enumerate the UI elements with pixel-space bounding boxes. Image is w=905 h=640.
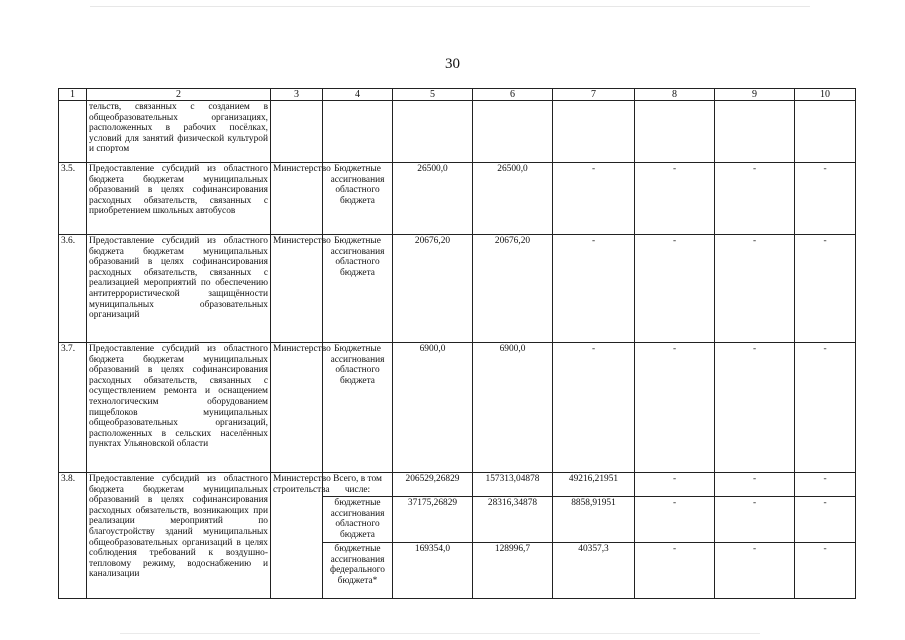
column-header: 6	[473, 89, 553, 101]
scan-artifact	[120, 633, 760, 634]
table-row	[59, 235, 856, 343]
row-value	[393, 101, 473, 163]
row-value: 6900,0	[393, 343, 473, 473]
row-value	[715, 101, 795, 163]
row-number: 3.8.	[59, 473, 87, 599]
row-value: -	[795, 343, 856, 473]
column-header: 2	[87, 89, 271, 101]
row-value: -	[795, 497, 856, 543]
row-executor: Министерство	[271, 235, 323, 343]
row-description: тельств, связанных с созданием в общеобразовательных организациях, расположенных в рабочих посёлках, условий для занятий физической культурой и спортом	[87, 101, 271, 163]
row-number: 3.5.	[59, 163, 87, 235]
row-number	[59, 101, 87, 163]
row-number: 3.6.	[59, 235, 87, 343]
column-header: 10	[795, 89, 856, 101]
row-executor: Министерство	[271, 343, 323, 473]
row-source	[323, 101, 393, 163]
row-source: бюджетные ассигнования областного бюджета	[323, 497, 393, 543]
row-value: 40357,3	[553, 543, 635, 599]
row-value: -	[635, 473, 715, 497]
row-value: -	[795, 473, 856, 497]
column-header: 9	[715, 89, 795, 101]
row-description: Предоставление субсидий из областного бюджета бюджетам муниципальных образований в целях софинансирования расходных обязательств, возникающих при реализации мероприятий по благоустройству зданий муниципальных общеобразовательных организаций в целях соблюдения требований к воздушно-тепловому режиму, водоснабжению и канализации	[87, 473, 271, 599]
column-header: 1	[59, 89, 87, 101]
row-value: 37175,26829	[393, 497, 473, 543]
row-value: 8858,91951	[553, 497, 635, 543]
scan-artifact	[90, 6, 810, 7]
row-value	[553, 101, 635, 163]
row-source: Бюджетные ассигнования областного бюджета	[323, 343, 393, 473]
row-value: 6900,0	[473, 343, 553, 473]
row-value: -	[553, 163, 635, 235]
row-value: 128996,7	[473, 543, 553, 599]
row-value	[473, 101, 553, 163]
row-value: -	[635, 497, 715, 543]
row-executor: Министерство строительства	[271, 473, 323, 599]
header-row	[59, 89, 856, 101]
row-value: 157313,04878	[473, 473, 553, 497]
row-executor	[271, 101, 323, 163]
table-row	[59, 343, 856, 473]
row-value: -	[635, 235, 715, 343]
row-value: -	[715, 235, 795, 343]
row-value: 28316,34878	[473, 497, 553, 543]
row-value: -	[635, 343, 715, 473]
row-value: 169354,0	[393, 543, 473, 599]
row-value: -	[715, 473, 795, 497]
row-value: 26500,0	[473, 163, 553, 235]
row-value: -	[715, 543, 795, 599]
column-header: 3	[271, 89, 323, 101]
table-row	[59, 163, 856, 235]
row-source: Бюджетные ассигнования областного бюджета	[323, 235, 393, 343]
row-value: -	[795, 543, 856, 599]
row-value: -	[715, 163, 795, 235]
row-value: -	[635, 543, 715, 599]
row-source: Бюджетные ассигнования областного бюджета	[323, 163, 393, 235]
row-value: -	[795, 163, 856, 235]
row-source: Всего, в том числе:	[323, 473, 393, 497]
row-value	[635, 101, 715, 163]
row-value	[795, 101, 856, 163]
budget-table	[58, 88, 856, 599]
row-value: -	[635, 163, 715, 235]
row-description: Предоставление субсидий из областного бюджета бюджетам муниципальных образований в целях софинансирования расходных обязательств, связанных с реализацией мероприятий по обеспечению антитеррористической защищённости муниципальных образовательных организаций	[87, 235, 271, 343]
row-description: Предоставление субсидий из областного бюджета бюджетам муниципальных образований в целях софинансирования расходных обязательств, связанных с осуществлением ремонта и оснащением технологическим оборудованием пищеблоков муниципальных общеобразовательных организаций, расположенных в сельских населённых пунктах Ульяновской области	[87, 343, 271, 473]
row-number: 3.7.	[59, 343, 87, 473]
row-value: 20676,20	[473, 235, 553, 343]
page-number: 30	[445, 56, 460, 72]
row-value: -	[795, 235, 856, 343]
row-value: -	[553, 235, 635, 343]
row-value: 20676,20	[393, 235, 473, 343]
row-value: -	[715, 343, 795, 473]
column-header: 8	[635, 89, 715, 101]
column-header: 7	[553, 89, 635, 101]
row-source: бюджетные ассигнования федерального бюджета*	[323, 543, 393, 599]
row-value: -	[715, 497, 795, 543]
table-row	[59, 101, 856, 163]
column-header: 4	[323, 89, 393, 101]
table-row	[59, 473, 856, 497]
row-value: 49216,21951	[553, 473, 635, 497]
row-value: 206529,26829	[393, 473, 473, 497]
row-value: -	[553, 343, 635, 473]
row-executor: Министерство	[271, 163, 323, 235]
row-value: 26500,0	[393, 163, 473, 235]
column-header: 5	[393, 89, 473, 101]
row-description: Предоставление субсидий из областного бюджета бюджетам муниципальных образований в целях софинансирования расходных обязательств, связанных с приобретением школьных автобусов	[87, 163, 271, 235]
